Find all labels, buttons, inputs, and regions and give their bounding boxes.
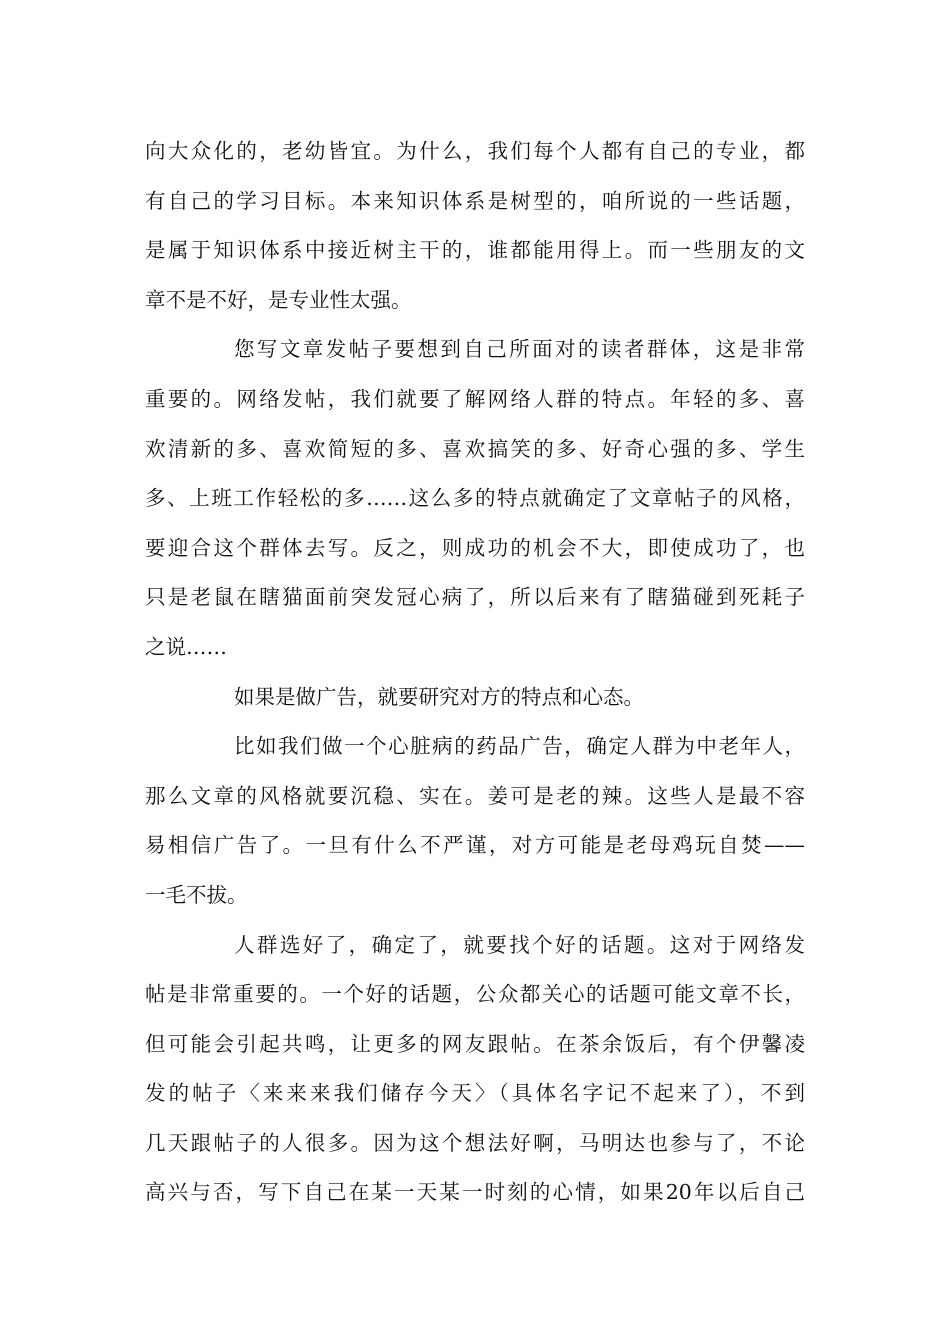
text-line: 高兴与否，写下自己在某一天某一时刻的心情，如果20年以后自己 [145,1180,805,1205]
text-line: 章不是不好，是专业性太强。 [145,287,412,312]
text-line: 之说…… [145,634,227,659]
text-line: 一毛不拔。 [145,882,248,907]
paragraph [145,127,805,325]
text-line: 但可能会引起共鸣，让更多的网友跟帖。在茶余饭后，有个伊馨凌 [145,1031,805,1056]
text-line: 如果是做广告，就要研究对方的特点和心态。 [234,684,644,709]
text-line: 多、上班工作轻松的多……这么多的特点就确定了文章帖子的风格， [145,486,805,511]
text-line: 欢清新的多、喜欢简短的多、喜欢搞笑的多、好奇心强的多、学生 [145,436,805,461]
paragraph [145,673,805,723]
text-line: 帖是非常重要的。一个好的话题，公众都关心的话题可能文章不长， [145,982,805,1007]
text-line: 发的帖子〈来来来我们储存今天〉（具体名字记不起来了），不到 [145,1081,805,1106]
paragraph [145,722,805,920]
text-line: 那么文章的风格就要沉稳、实在。姜可是老的辣。这些人是最不容 [145,783,805,808]
paragraph [145,325,805,672]
document-body [145,127,805,1218]
text-line: 比如我们做一个心脏病的药品广告，确定人群为中老年人， [234,734,805,759]
text-line: 有自己的学习目标。本来知识体系是树型的，咱所说的一些话题， [145,188,805,213]
text-line: 您写文章发帖子要想到自己所面对的读者群体，这是非常 [234,337,805,362]
text-line: 是属于知识体系中接近树主干的，谁都能用得上。而一些朋友的文 [145,238,805,263]
text-line: 易相信广告了。一旦有什么不严谨，对方可能是老母鸡玩自焚—— [145,833,805,858]
text-line: 要迎合这个群体去写。反之，则成功的机会不大，即使成功了，也 [145,535,805,560]
text-line: 重要的。网络发帖，我们就要了解网络人群的特点。年轻的多、喜 [145,386,805,411]
paragraph [145,921,805,1219]
text-line: 人群选好了，确定了，就要找个好的话题。这对于网络发 [234,932,805,957]
text-line: 几天跟帖子的人很多。因为这个想法好啊，马明达也参与了，不论 [145,1130,805,1155]
text-line: 向大众化的，老幼皆宜。为什么，我们每个人都有自己的专业，都 [145,139,805,163]
text-line: 只是老鼠在瞎猫面前突发冠心病了，所以后来有了瞎猫碰到死耗子 [145,585,805,610]
